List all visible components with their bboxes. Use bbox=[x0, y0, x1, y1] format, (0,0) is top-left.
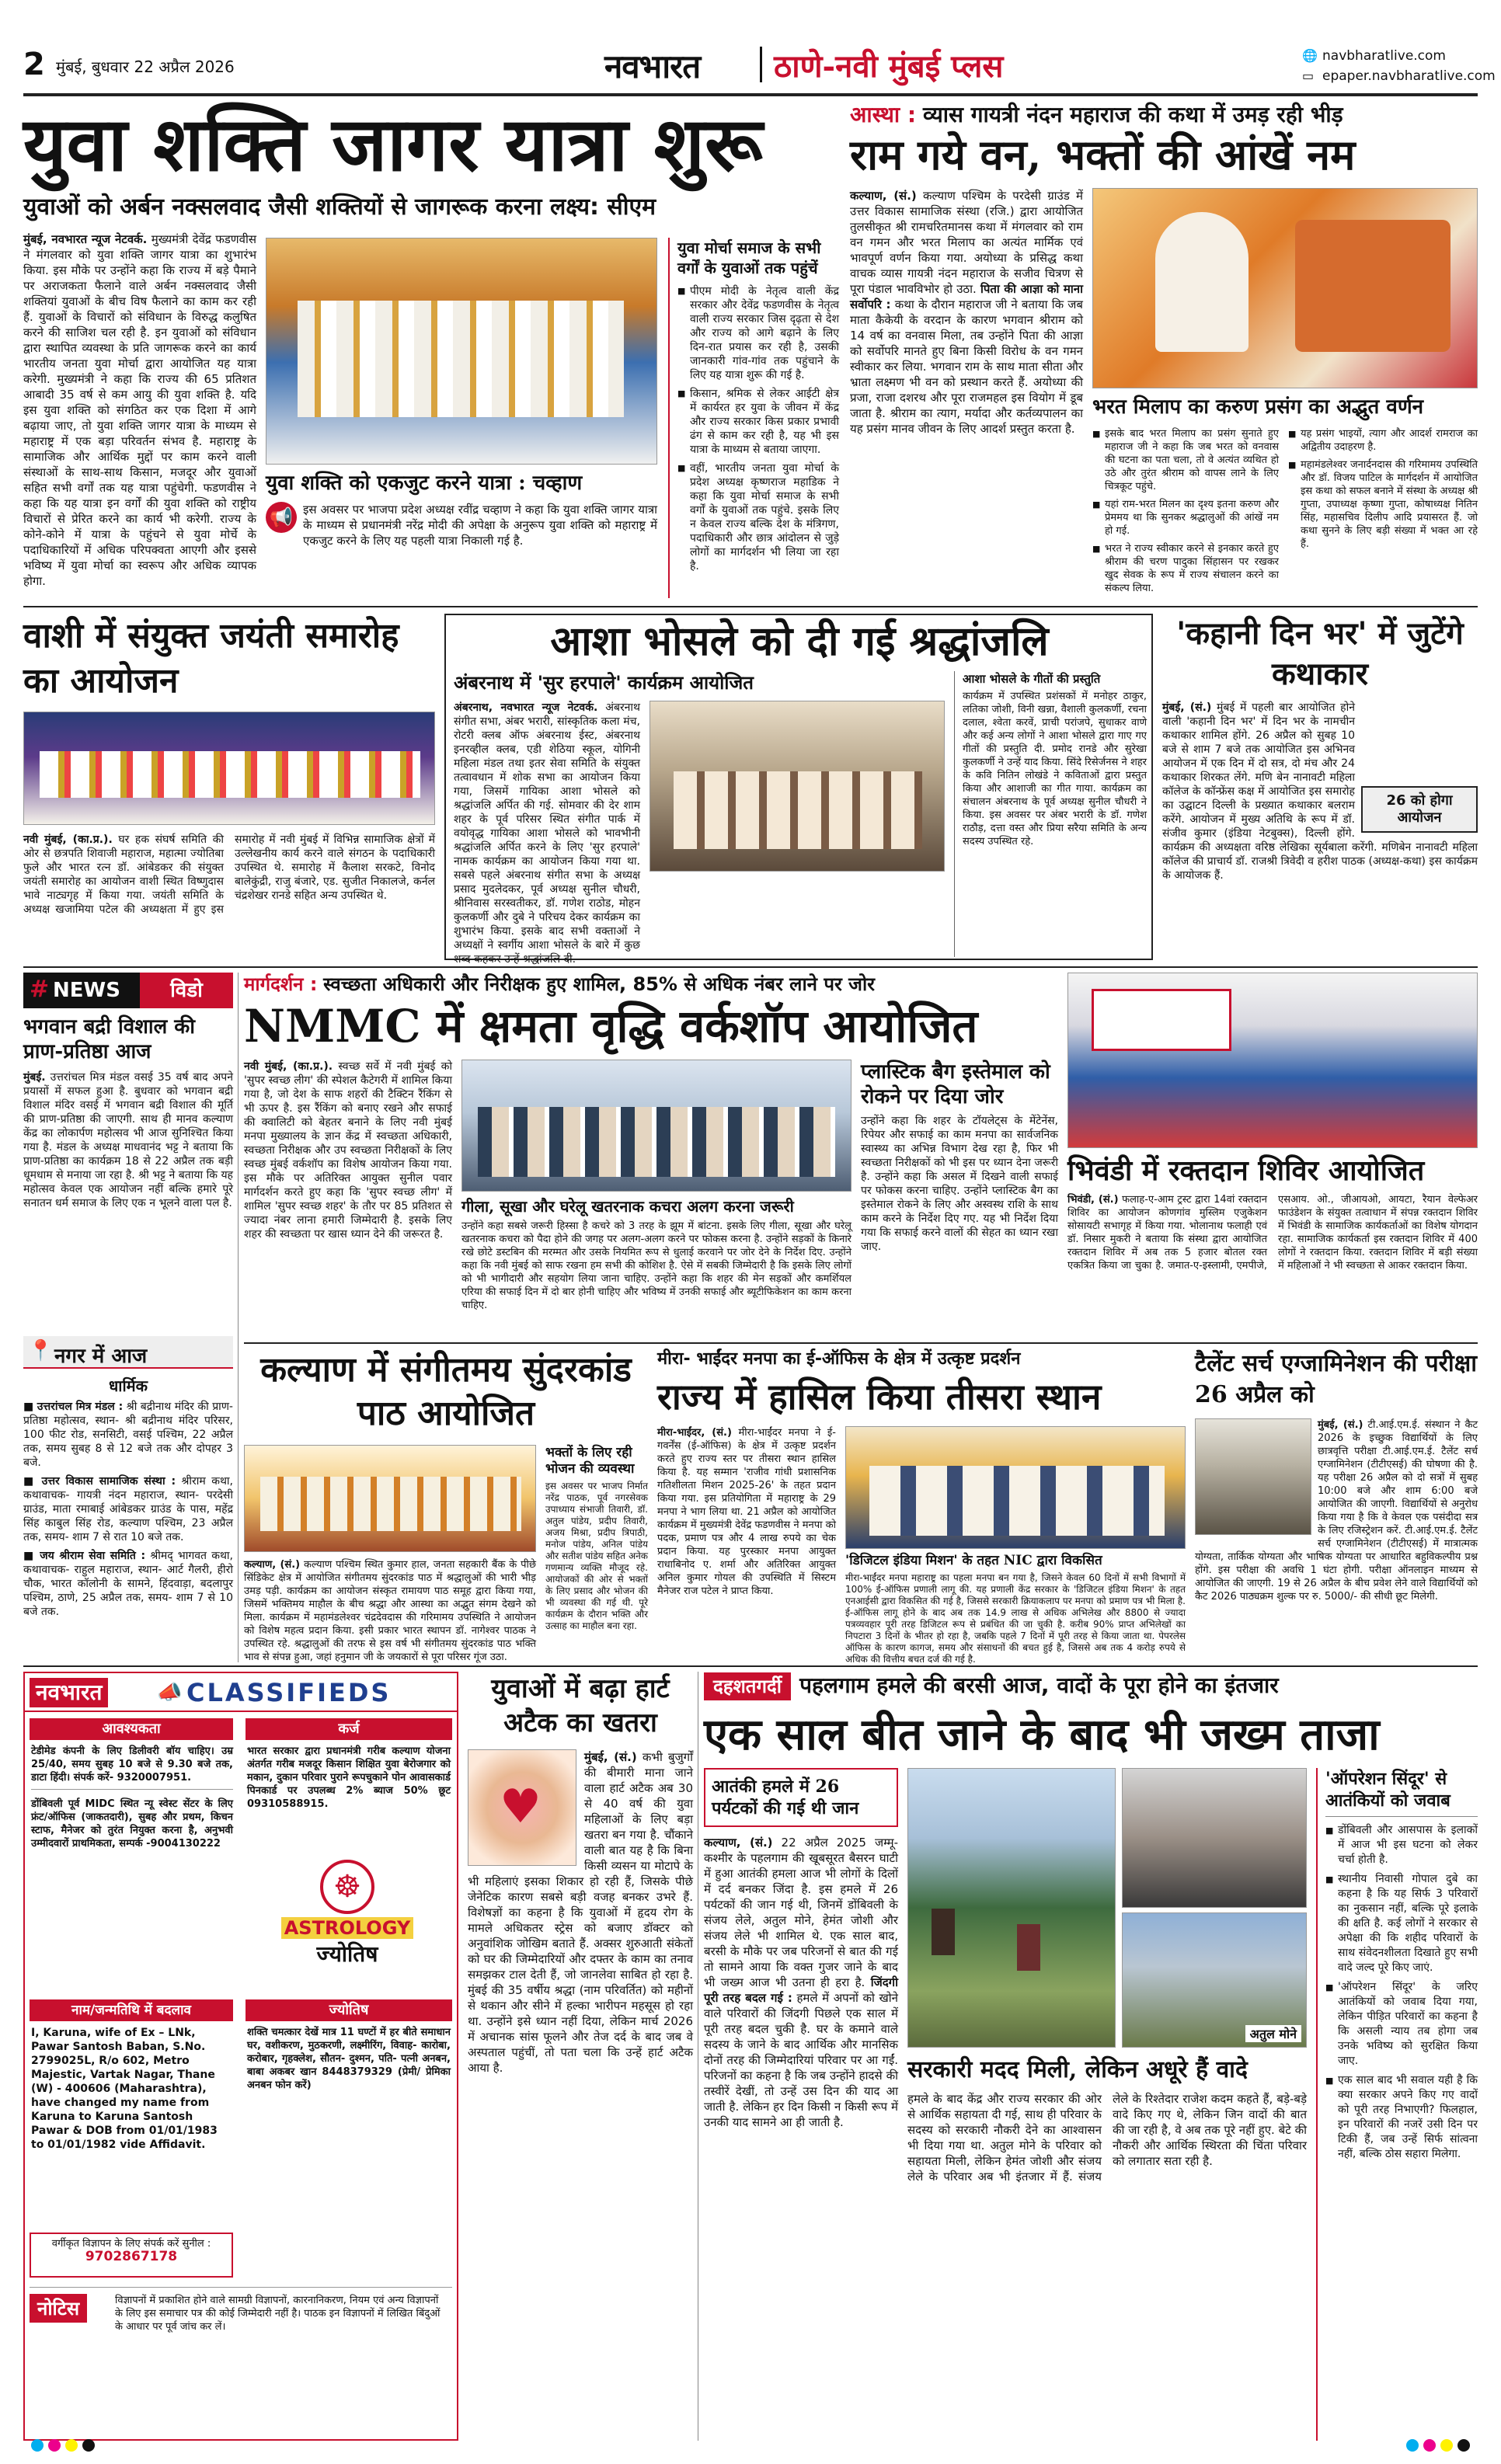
story-mira-bhayandar bbox=[657, 1349, 1186, 1665]
story-ram-katha bbox=[850, 101, 1478, 598]
kicker-label: दहशतगर्दी bbox=[704, 1672, 791, 1700]
event-item: ■ जय श्रीराम सेवा समिति : श्रीमद् भागवत कथा, कथावाचक- राहुल महाराज, स्थान- आर्ट गैलरी, हीरो चौक, भारत कॉलोनी के सामने, हिंदवाड़ा, बदलापुर पश्चिम, ठाणे, 25 अप्रैल तक, समय- शाम 7 से 10 बजे तक. bbox=[23, 1550, 233, 1618]
headline: आशा भोसले को दी गई श्रद्धांजलि bbox=[550, 618, 1049, 665]
row-divider bbox=[23, 966, 1478, 968]
headline: राम गये वन, भक्तों की आंखें नम bbox=[850, 130, 1356, 179]
sundarkand-photo bbox=[244, 1445, 536, 1552]
news-label: NEWS bbox=[53, 979, 120, 1002]
kicker-text: पहलगाम हमले की बरसी आज, वादों के पूरा होने का इंतजार bbox=[799, 1672, 1279, 1698]
headline: 'कहानी दिन भर' में जुटेंगे कथाकार bbox=[1176, 615, 1464, 692]
logo-divider bbox=[760, 47, 762, 82]
story-text: 26 को होगा आयोजन मुंबई, (सं.) मुंबई में पहली बार आयोजित होने वाली 'कहानी दिन भर' में दिन भर के नामचीन कथाकार शामिल होंगे. 26 अप्रैल को सुबह 10 बजे से शाम 7 बजे तक आयोजित इस अभिनव आयोजन में एक दिन में दो सत्र, दो मंच और 24 कथाकार शिरकत लेंगे. मणि बेन नानावटी महिला कॉलेज के कॉन्फ्रेंस कक्ष में आयोजित इस समारोह का उद्घाटन दिल्ली के प्रख्यात कथाकार बलराम करेंगे. आयोजन में मुख्य अतिथि के रूप में डॉ. संजीव कुमार (इंडिया नेटबुक्स), दिल्ली होंगे. कार्यक्रम की अध्यक्षता वरिष्ठ लेखिका सूर्यबाला करेंगी. मणिबेन नानावटी महिला कॉलेज की प्राचार्य डॉ. राजश्री त्रिवेदी व हरीश पाठक (अध्यक्ष-कथा) इस कार्यक्रम के आयोजक हैं. bbox=[1162, 701, 1478, 882]
sidebar-point: ■ स्थानीय निवासी गोपाल दुबे का कहना है कि यह सिर्फ 3 परिवारों का नुकसान नहीं, बल्कि पूरे इलाके की क्षति है. कई लोगों ने सरकार से अपेक्षा की कि शहीद परिवारों के साथ संवेदनशीलता दिखाते हुए सभी वादे जल्द पूरे किए जाएं. bbox=[1325, 1872, 1478, 1975]
megaphone-icon: 📣 bbox=[157, 1681, 183, 1704]
kicker: मीरा- भाईंदर मनपा का ई-ऑफिस के क्षेत्र में उत्कृष्ट प्रदर्शन bbox=[657, 1349, 1021, 1369]
sidebar-box bbox=[1316, 1768, 1478, 2441]
caption-point: ■ भरत ने राज्य स्वीकार करने से इनकार करते हुए श्रीराम की चरण पादुका सिंहासन पर रखकर खुद सेवक के रूप में राज्य संचालन करने का संकल्प लिया. bbox=[1092, 542, 1279, 595]
story-nmmc-workshop bbox=[244, 973, 1058, 1336]
website[interactable]: navbharatlive.com bbox=[1322, 48, 1446, 64]
sidebar-text: कार्यक्रम में उपस्थित प्रशंसकों में मनोहर ठाकुर, लतिका जोशी, विनी खन्ना, वैशाली कुलकर्णी, रचना दलाल, श्वेता करवें, प्राची परांजपे, सुधाकर वाणे और कई अन्य लोगों ने आशा भोसले द्वारा गाए गए गीतों की प्रस्तुति दी. प्रमोद रानडे और सुरेखा कुलकर्णी ने उन्हें याद किया. सिंदे रिसेर्जनस ने शहर के कवि नितिन लोखंडे ने कविताओं द्वारा प्रस्तुत किया और आशाजी का गीत गाया. कार्यक्रम का संचालन अंबरनाथ के पूर्व अध्यक्ष सुनील चौधरी ने किया. इस अवसर पर अंबर भरारी के डॉ. गणेश राठौड़, दत्ता वस्त और प्रिया सरैया समिति के अन्य सदस्य उपस्थित रहे. bbox=[963, 691, 1147, 847]
headline: भगवान बद्री विशाल की प्राण-प्रतिष्ठा आज bbox=[23, 1015, 196, 1063]
caption-title: गीला, सूखा और घरेलू खतरनाक कचरा अलग करना जरूरी bbox=[461, 1197, 794, 1216]
sidebar-point: ■ एक साल बाद भी सवाल यही है कि क्या सरकार अपने किए गए वादों को पूरी तरह निभाएगी? फिलहाल, इन परिवारों की नजरें उसी दिन पर टिकी हैं, जब उन्हें सिर्फ सांत्वना नहीं, बल्कि ठोस सहारा मिलेगा. bbox=[1325, 2073, 1478, 2162]
astrology-badge bbox=[281, 1860, 413, 1992]
ads-requirements bbox=[31, 1745, 233, 1993]
headline: टैलेंट सर्च एग्जामिनेशन की परीक्षा 26 अप्रैल को bbox=[1195, 1350, 1477, 1408]
headline: एक साल बीत जाने के बाद भी जख्म ताजा bbox=[704, 1709, 1380, 1760]
sidebar-point: ■ किसान, श्रमिक से लेकर आईटी क्षेत्र में कार्यरत हर युवा के जीवन में केंद्र और राज्य सरकार किस प्रकार प्रभावी ढंग से काम कर रही है, यह भी इस यात्रा के माध्यम से बताया जाएगा. bbox=[677, 387, 839, 457]
story-sundarkand bbox=[244, 1349, 648, 1663]
ads-loan bbox=[247, 1745, 451, 1846]
story-asha-bhosle bbox=[444, 614, 1153, 966]
sidebar-box bbox=[954, 671, 1147, 957]
caption-point: ■ यहां राम-भरत मिलन का दृश्य इतना करुण और प्रेममय था कि सुनकर श्रद्धालुओं की आंखें नम हो गई. bbox=[1092, 498, 1279, 538]
tribute-photo bbox=[650, 701, 945, 872]
story-column bbox=[704, 1768, 898, 2441]
story-text: कल्याण, (सं.) कल्याण पश्चिम स्थित कुमार हाल, जनता सहकारी बैंक के पीछे सिंडिकेट क्षेत्र में आयोजित संगीतमय सुंदरकांड पाठ में श्रद्धालुओं की भारी भीड़ उमड़ पड़ी. कार्यक्रम का आयोजन संस्कृत रामायण पाठ समूह द्वारा किया गया, जिसमें भक्तिमय माहौल के बीच श्रद्धा और आस्था का अद्भुत संगम देखने को मिला. कार्यक्रम में महामंडलेश्वर चंद्रदेवदास की गरिमामय उपस्थिति ने आयोजन को विशेष महत्व प्रदान किया. इसी प्रकार भारत स्थापन डॉ. नागेश्वर पाठक ने उपस्थित रहे. श्रद्धालुओं की तरफ से इस वर्ष भी संगीतमय सुंदरकांड पाठ भक्ति भाव से संपन्न हुआ, जहां हनुमान जी के जयकारों से पूरा परिसर गूंज उठा. bbox=[244, 1559, 536, 1663]
astrology-head: ज्योतिष bbox=[246, 1999, 452, 2021]
classified-ad: भारत सरकार द्वारा प्रधानमंत्री गरीब कल्याण योजना अंतर्गत गरीब मजदूर किसान शिक्षित युवा बेरोजगार को मकान, दुकान परिवार पुराने रूपचुकाने पोन आवासकार्ड पिनकार्ड पर उपलब्ध 2% ब्याज 50% छूट 09310588915. bbox=[247, 1745, 451, 1810]
headline: कल्याण में संगीतमय सुंदरकांड पाठ आयोजित bbox=[260, 1350, 632, 1433]
kicker: मार्गदर्शन : स्वच्छता अधिकारी और निरीक्षक हुए शामिल, 85% से अधिक नंबर लाने पर जोर bbox=[244, 973, 875, 995]
page-number: 2 bbox=[23, 47, 45, 82]
globe-icon: 🌐 bbox=[1302, 48, 1318, 63]
city-events-column bbox=[23, 1336, 233, 1662]
blood-donation-photo bbox=[1067, 973, 1478, 1148]
caption-text: हमले के बाद केंद्र और राज्य सरकार की ओर से आर्थिक सहायता दी गई, साथ ही परिवार के सदस्य को सरकारी नौकरी देने का आश्वासन भी दिया गया था. अतुल मोने के परिवार को सहायता मिली, लेकिन हेमंत जोशी और संजय लेले के परिवार अब भी इंतजार में हैं. संजय लेले के रिश्तेदार राजेश कदम कहते हैं, बड़े-बड़े वादे किए गए थे, लेकिन जिन वादों की बात की जा रही है, वे अब तक पूरे नहीं हुए. बेटे की नौकरी और आर्थिक स्थिरता की चिंता परिवार को लगातार सता रही है. bbox=[907, 2092, 1307, 2184]
headline: युवाओं में बढ़ा हार्ट अटैक का खतरा bbox=[491, 1673, 670, 1738]
story-text: मुंबई, (सं.) टी.आई.एम.ई. संस्थान ने कैट 2026 के इच्छुक विद्यार्थियों के लिए छात्रवृत्ति परीक्षा टी.आई.एम.ई. टैलेंट सर्च एग्जामिनेशन (टीटीएसई) की घोषणा की है. यह परीक्षा 26 अप्रैल को दो सत्रों में सुबह 10:00 बजे और शाम 6:00 बजे आयोजित की जाएगी. विद्यार्थियों से अनुरोध किया गया है कि वे केवल एक पसंदीदा सत्र के लिए रजिस्ट्रेशन करें. टी.आई.एम.ई. टैलेंट सर्च एग्जामिनेशन (टीटीएसई) में मात्रात्मक योग्यता, तार्किक योग्यता और भाषिक योग्यता पर आधारित बहुविकल्पीय प्रश्न होंगे. इस परीक्षा की अवधि 1 घंटा होगी. परीक्षा ऑनलाइन माध्यम से आयोजित की जाएगी. 19 से 26 अप्रैल के बीच प्रवेश लेने वाले विद्यार्थियों को कैट 2026 पाठ्यक्रम शुल्क पर रु. 5000/- की सीधी छूट मिलेगी. bbox=[1195, 1419, 1478, 1603]
exam-hall-photo bbox=[1195, 1418, 1311, 1535]
sidebar-text: इस अवसर पर भाजप निर्मात नरेंद्र पाठक, पूर्व नगरसेवक उपाध्याय संभाजी तिवारी, डॉ. अतुल पांडेय, प्रदीप तिवारी, अजय मिश्रा, प्रदीप त्रिपाठी, मनोज पांडेय, अनिल पांडेय और सतीश पांडेय सहित अनेक गणमान्य व्यक्ति मौजूद रहे. आयोजकों की ओर से भक्तों के लिए प्रसाद और भोजन की भी व्यवस्था की गई थी. पूरे कार्यक्रम के दौरान भक्ति और उत्साह का माहौल बना रहा. bbox=[545, 1481, 648, 1631]
rally-photo bbox=[266, 238, 657, 465]
classifieds-header bbox=[25, 1673, 457, 1712]
story-vashi-jayanti bbox=[23, 614, 435, 940]
caption-title: सरकारी मदद मिली, लेकिन अधूरे हैं वादे bbox=[907, 2056, 1248, 2083]
caption-points-right bbox=[1288, 427, 1478, 598]
headline: NMMC में क्षमता वृद्धि वर्कशॉप आयोजित bbox=[244, 1000, 978, 1053]
caption-point: ■ इसके बाद भरत मिलाप का प्रसंग सुनाते हुए महाराज जी ने कहा कि जब भरत को वनवास की घटना का पता चला, तो वे अत्यंत व्यथित हो उठे और तुरंत श्रीराम को वापस लाने के लिए चित्रकूट पहुंचे. bbox=[1092, 427, 1279, 493]
location-pin-icon: 📍 bbox=[28, 1339, 54, 1363]
story-text: उन्होंने कहा कि शहर के टॉयलेट्स के मेंटेनेंस, रिपेयर और सफाई का काम मनपा का सार्वजनिक स्वास्थ्य का अभिन्न विभाग देख रहा है, फिर भी स्वच्छता निरीक्षकों को भी इस पर ध्यान देना जरूरी है. उन्होंने कहा कि असल में दिखने वाली सफाई पर फोकस करना चाहिए. उन्होंने प्लास्टिक बैग का इस्तेमाल रोकने के लिए और अस्वस्थ राशि के साथ काम करने के निर्देश दिए गए. यह भी निर्देश दिया गया कि सफाई करने वालों की सेहत का ध्यान रखा जाए. bbox=[861, 1115, 1058, 1253]
story-bhiwandi-blood bbox=[1067, 973, 1478, 1336]
heart-icon: ♥ bbox=[500, 1780, 542, 1834]
story-text: भिवंडी, (सं.) फलाह-ए-आम ट्रस्ट द्वारा 14वां रक्तदान शिविर का आयोजन कोणगांव मुस्लिम एजुकेशन सोसायटी सभागृह में किया गया. भोलानाथ फलाही एवं डॉ. निसार मुकरी ने बताया कि संस्था द्वारा आयोजित रक्तदान शिविर में अब तक 5 हजार बोतल रक्त एकत्रित किया जा चुका है. जमात-ए-इस्लामी, एमपीजे, एसआय. ओ., जीआयओ, आयटा, रैयान वेल्फेअर फाउंडेशन के संयुक्त तत्वाधान में संपन्न रक्तदान शिविर में भिवंडी के सामाजिक कार्यकर्ताओं का विशेष योगदान रहा. सामाजिक कार्यकर्ता इस रक्तदान शिविर में 400 लोगों ने रक्तदान किया. रक्तदान शिविर में बड़ी संख्या में महिलाओं ने भी स्वच्छता से आकर रक्तदान किया. bbox=[1067, 1194, 1478, 1272]
megaphone-icon: 📢 bbox=[266, 502, 297, 533]
row-divider bbox=[244, 1342, 1478, 1344]
col-head-loan: कर्ज bbox=[246, 1718, 452, 1740]
date-line: मुंबई, बुधवार 22 अप्रैल 2026 bbox=[56, 57, 235, 76]
story-text: कल्याण, (सं.) कल्याण पश्चिम के परदेसी ग्राउंड में उत्तर विकास सामाजिक संस्था (रजि.) द्वारा आयोजित तुलसीकृत श्री रामचरितमानस कथा में मंगलवार को राम वन गमन और भरत मिलाप का अत्यंत मार्मिक एवं भावपूर्ण वर्णन किया गया. अयोध्या के प्रसिद्ध कथा वाचक व्यास गायत्री नंदन महाराज के सजीव चित्रण से पूरा पंडाल भावविभोर हो उठा. पिता की आज्ञा को माना सर्वोपरि : कथा के दौरान महाराज जी ने बताया कि जब माता कैकेयी के वरदान के कारण भगवान श्रीराम को 14 वर्ष का वनवास मिला, तब उन्होंने पिता की आज्ञा को सर्वोपरि मानते हुए बिना किसी विरोध के वन गमन स्वीकार कर लिया. भगवान राम के साथ माता सीता और भ्राता लक्ष्मण भी वन को प्रस्थान करते हैं. अयोध्या की प्रजा, राजा दशरथ और पूरा राजमहल इस वियोग में डूब जाता है. श्रीराम का त्याग, मर्यादा और कर्तव्यपालन का यह प्रसंग मानव जीवन के लिए आदर्श प्रस्तुत करता है. bbox=[850, 189, 1083, 436]
contact-label: वर्गीकृत विज्ञापन के लिए संपर्क करें सुनील : bbox=[51, 2238, 211, 2250]
astrology-symbol-icon: ☸ bbox=[320, 1860, 374, 1914]
classifieds-section bbox=[23, 1672, 458, 2441]
sidebar-point: ■ डोंबिवली और आसपास के इलाकों में आज भी इस घटना को लेकर चर्चा होती है. bbox=[1325, 1823, 1478, 1867]
story-text: मीरा-भाईंदर, (सं.) मीरा-भाईंदर मनपा ने ई-गवर्नेंस (ई-ऑफिस) के क्षेत्र में उत्कृष्ट प्रदर्शन करते हुए राज्य स्तर पर तीसरा स्थान हासिल किया है. यह सम्मान 'राजीव गांधी प्रशासनिक गतिशीलता मिशन 2025-26' के तहत प्रदान किया गया. इस प्रतियोगिता में महाराष्ट्र के 29 मनपा ने भाग लिया था. 21 अप्रैल को आयोजित कार्यक्रम में मुख्यमंत्री देवेंद्र फडणवीस ने मनपा को पदक, प्रमाण पत्र और 4 लाख रुपये का चेक प्रदान किया. यह पुरस्कार मनपा आयुक्त राधाबिनोद ए. शर्मा और अतिरिक्त आयुक्त अनिल कुमार गोयल की उपस्थिति में सिस्टम मैनेजर राज पटेल ने प्राप्त किया. bbox=[657, 1427, 837, 1597]
astrology-subtitle: ज्योतिष bbox=[316, 1941, 378, 1967]
story-pahalgam bbox=[704, 1672, 1478, 2441]
sidebar-box bbox=[668, 238, 839, 598]
story-heart-attack bbox=[468, 1672, 693, 2441]
name-change-head: नाम/जन्मतिथि में बदलाव bbox=[30, 1999, 233, 2021]
caption-title: भरत मिलाप का करुण प्रसंग का अद्भुत वर्णन bbox=[1092, 395, 1424, 419]
masthead bbox=[23, 40, 1496, 92]
notice-box bbox=[30, 2287, 452, 2434]
column-divider bbox=[238, 973, 239, 1662]
photo-name-label: अतुल मोने bbox=[1245, 2025, 1301, 2042]
hash-icon: # bbox=[30, 976, 50, 1003]
news-video-banner bbox=[23, 973, 233, 1008]
story-text: नवी मुंबई, (का.प्र.). स्वच्छ सर्वे में नवी मुंबई को 'सुपर स्वच्छ लीग' की स्पेशल कैटेगरी में शामिल किया गया है, जो देश के साफ शहरों की टैक्टिन रैंकिंग से भी ऊपर है. इस रैंकिंग को बनाए रखने और सफाई की क्वालिटी को बेहतर बनाने के लिए नवी मुंबई मनपा मुख्यालय के ज्ञान केंद्र में स्वच्छता अधिकारी, स्वच्छता निरीक्षक और उप स्वच्छता निरीक्षकों के लिए स्वच्छ मुंबई वर्कशॉप का विशेष आयोजन किया गया. इस मौके पर अतिरिक्त आयुक्त सुनील पवार मार्गदर्शन करते हुए कहा कि 'सुपर स्वच्छ लीग' में शामिल 'सुपर स्वच्छ शहर' के तौर पर 85 प्रतिशत से ज्यादा नंबर लाना हमारी जिम्मेदारी है. इसके लिए शहर की स्वच्छता पर खास ध्यान देने की जरूरत है. bbox=[244, 1060, 452, 1241]
sidebar-points bbox=[1325, 1823, 1478, 2162]
news-video-column bbox=[23, 973, 233, 1330]
caption-point: ■ यह प्रसंग भाइयों, त्याग और आदर्श रामराज का अद्वितीय उदाहरण है. bbox=[1288, 427, 1478, 454]
notice-text: विज्ञापनों में प्रकाशित होने वाले सामग्री विज्ञापनों, कारनानिकरण, नियम एवं अन्य विज्ञापनों के लिए इस समाचार पत्र की कोई जिम्मेदारी नहीं है। पाठक इन विज्ञापनों में लिखित बिंदुओं के आधार पर पूर्व जांच कर लें। bbox=[115, 2295, 441, 2333]
video-label: विडो bbox=[140, 973, 233, 1008]
award-photo bbox=[845, 1426, 1186, 1549]
name-change-ad: I, Karuna, wife of Ex – LNk, Pawar Santosh Baban, S.No. 2799025L, R/o 602, Metro Majestic, Vartak Nagar, Thane (W) - 400606 (Maharashtra), have changed my name from Karuna to Karuna Santosh Pawar & DOB from 01/01/1983 to 01/01/1982 vide Affidavit. bbox=[31, 2027, 218, 2151]
story-text: कल्याण, (सं.) 22 अप्रैल 2025 जम्मू-कश्मीर के पहलगाम की खूबसूरत बैसरन घाटी में हुआ आतंकी हमला आज भी लोगों के दिलों में दर्द बनकर जिंदा है. इस हमले में 26 पर्यटकों की जान गई थी, जिनमें डोंबिवली के संजय लेले, अतुल मोने, हेमंत जोशी और संजय लेले भी शामिल थे. एक साल बाद, बरसी के मौके पर जब परिजनों से बात की गई तो सामने आया कि वक्त गुजर जाने के बाद भी जख्म आज भी उतना ही हरा है. जिंदगी पूरी तरह बदल गई : हमले में अपनों को खोने वाले परिवारों की जिंदगी पिछले एक साल में पूरी तरह बदल चुकी है. घर के कमाने वाले सदस्य के जाने के बाद आर्थिक और मानसिक दोनों तरह की जिम्मेदारियां परिवार पर आ गईं. परिजनों का कहना है कि जब उन्होंने हादसे की तस्वीरें देखीं, तो उन्हें उस दिन की याद आ जाती है. लेकिन हर दिन किसी न किसी रूप में उनकी याद सामने आ ही जाती है. bbox=[704, 1836, 898, 2129]
subheadline: अंबरनाथ में 'सुर हरपाले' कार्यक्रम आयोजित bbox=[454, 672, 754, 694]
story-talent-search bbox=[1195, 1349, 1478, 1659]
sidebar-title: युवा मोर्चा समाज के सभी वर्गों के युवाओं तक पहुंचें bbox=[677, 238, 821, 277]
event-item: ■ उत्तरांचल मित्र मंडल : श्री बद्रीनाथ मंदिर की प्राण-प्रतिष्ठा महोत्सव, स्थान- श्री बद्रीनाथ मंदिर परिसर, 100 फीट रोड, सनसिटी, वसई पश्चिम, 22 अप्रैल तक, समय सुबह 8 से 12 बजे तक और दोपहर 3 बजे. bbox=[23, 1401, 233, 1469]
sub-headline: प्लास्टिक बैग इस्तेमाल को रोकने पर दिया जोर bbox=[861, 1060, 1050, 1108]
row-divider bbox=[23, 1665, 1478, 1667]
sidebar-point: ■ वहीं, भारतीय जनता युवा मोर्चा के प्रदेश अध्यक्ष कृष्णराज महाडिक ने कहा कि युवा मोर्चा समाज के सभी वर्गों के युवाओं तक पहुंचे. इसके लिए न केवल राज्य बल्कि देश के मंत्रिगण, पदाधिकारी और छात्र आंदोलन से जुड़े लोगों का मार्गदर्शन भी लिया जा रहा है. bbox=[677, 461, 839, 573]
row-divider bbox=[23, 606, 1478, 607]
caption-points-left bbox=[1092, 427, 1279, 598]
event-photo bbox=[23, 712, 435, 825]
sidebar-title: भक्तों के लिए रही भोजन की व्यवस्था bbox=[545, 1445, 635, 1477]
header-rule bbox=[23, 93, 1478, 96]
katha-photo bbox=[1092, 188, 1478, 388]
caption-title: 'डिजिटल इंडिया मिशन' के तहत NIC द्वारा विकसित bbox=[845, 1553, 1102, 1568]
kicker: आस्था : व्यास गायत्री नंदन महाराज की कथा में उमड़ रही भीड़ bbox=[850, 102, 1343, 127]
events-list bbox=[23, 1400, 233, 1662]
classified-ad: टेडीमेड कंपनी के लिए डिलीवरी बॉय चाहिए। उम्र 25/40, समय सुबह 10 बजे से 9.30 बजे तक, डाटा हिंदी। संपर्क करें- 9320007951. bbox=[31, 1745, 233, 1790]
caption-text: मीरा-भाईंदर मनपा महाराष्ट्र का पहला मनपा बन गया है, जिसने केवल 60 दिनों में सभी विभागों में 100% ई-ऑफिस प्रणाली लागू की. यह प्रणाली केंद्र सरकार के 'डिजिटल इंडिया मिशन' के तहत एनआईसी द्वारा विकसित की गई है, जिससे सरकारी क्रियाकलाप पर मनपा को प्रमाण पत्र भी मिला है. ई-ऑफिस लागू होने के बाद अब तक 14.9 लाख से अधिक अभिलेख और 8800 से ज्यादा पत्रव्यवहार पूरी तरह डिजिटल रूप से प्रबंधित की जा चुकी है. करीब 90% प्राप्त अभिलेखों का निपटारा 3 दिनों के भीतर हो रहा है, जबकि पहले 7 दिनों में पूरी तरह से किया जाता था. पेपरलेस ऑफिस के कारण कागज, समय और संसाधनों की बचत हुई है, जिससे अब तक 4 करोड़ रुपये से अधिक की वित्तीय बचत दर्ज की गई है. bbox=[845, 1572, 1186, 1665]
kicker bbox=[704, 1672, 1478, 1703]
valley-photo bbox=[907, 1768, 1116, 2048]
plastic-story bbox=[861, 1060, 1058, 1336]
caption-text: इस अवसर पर भाजपा प्रदेश अध्यक्ष रवींद्र चव्हाण ने कहा कि युवा शक्ति जागर यात्रा के माध्यम से प्रधानमंत्री नरेंद्र मोदी की अपेक्षा के अनुरूप युवा शक्ति को महाराष्ट्र में एकजुट करने के लिए यह पहली यात्रा निकाली गई है. bbox=[303, 503, 657, 548]
story-kahani-din-bhar bbox=[1162, 614, 1478, 955]
city-events-banner bbox=[23, 1336, 233, 1369]
story-text: मुंबई, (सं.) कभी बुजुर्गों की बीमारी माना जाने वाला हार्ट अटैक अब 30 से 40 वर्ष की युवा महिलाओं के लिए बड़ा खतरा बन गया है. चौंकाने वाली बात यह है कि बिना किसी व्यसन या मोटापे के भी महिलाएं इसका शिकार हो रही हैं, जिसके पीछे जेनेटिक कारण सबसे बड़ी वजह बनकर उभरे हैं. विशेषज्ञों का कहना है कि युवाओं में हृदय रोग के मामले अधिकतर स्ट्रेस को बजाए डॉक्टर को अनुवांशिक जोखिम बताते हैं. अक्सर शुरुआती संकेतों को घर की जिम्मेदारियों और दफ्तर के काम का तनाव समझकर टाल देती हैं, जो जानलेवा साबित हो रहा है. मुंबई की 35 वर्षीय श्रद्धा (नाम परिवर्तित) को महीनों से थकान और सीने में हल्का भारीपन महसूस हो रहा था. उन्होंने इसे ध्यान नहीं दिया, लेकिन मार्च 2026 में अचानक सांस फूलने और तेज दर्द के बाद जब वे अस्पताल पहुंचीं, तो पता चला कि उन्हें हार्ट अटैक आया है. bbox=[468, 1750, 693, 2075]
city-events-title: नगर में आज bbox=[54, 1345, 148, 1368]
sidebar-point: ■ 'ऑपरेशन सिंदूर' के जरिए आतंकियों को जवाब दिया गया, लेकिन पीड़ित परिवारों का कहना है कि असली न्याय तब होगा जब उनके भविष्य को सुरक्षित किया जाए. bbox=[1325, 1980, 1478, 2069]
callout-box: 26 को होगा आयोजन bbox=[1361, 786, 1478, 833]
astrology-ad: शक्ति चमत्कार देखें मात्र 11 घण्टों में हर बीते समाधान घर, वशीकरण, मुठकरणी, लक्ष्मीरिंग, विवाह- कारोबा, करोबार, गृहक्लेश, सौतन- दुश्मन, पति- पत्नी अनबन, बाबा अकबर खान 8448379329 (प्रेमी/ प्रेमिका अनबन फोन करें) bbox=[247, 2027, 451, 2091]
contact-phone[interactable]: 9702867178 bbox=[85, 2249, 178, 2264]
workshop-photo bbox=[461, 1060, 851, 1192]
sidebar-points bbox=[677, 284, 839, 573]
victims-photo-2 bbox=[1122, 1912, 1307, 2048]
edition-name: ठाणे-नवी मुंबई प्लस bbox=[774, 48, 1004, 85]
caption-point: ■ महामंडलेश्वर जनार्दनदास की गरिमामय उपस्थिति और डॉ. विजय पाटिल के मार्गदर्शन में आयोजित इस कथा को सफल बनाने में संस्था के अध्यक्ष श्री गुप्ता, उपाध्यक्ष कृष्णा गुप्ता, कोषाध्यक्ष नितिन सिंह, महासचिव दिलीप आदि प्रयासरत हैं. जो कथा सुनने के लिए बड़ी संख्या में भक्त आ रहे हैं. bbox=[1288, 458, 1478, 551]
story-text-left: अंबरनाथ, नवभारत न्यूज नेटवर्क. अंबरनाथ संगीत सभा, अंबर भरारी, सांस्कृतिक कला मंच, रोटरी क्लब ऑफ अंबरनाथ ईस्ट, अंबरनाथ इनरव्हील क्लब, एडी शेठिया स्कूल, योगिनी महिला मंडल तथा इतर सेवा समिति के संयुक्त तत्वावधान में शोक सभा का आयोजन किया गया, जिसमें गायिका आशा भोसले को श्रद्धांजलि अर्पित की गई. सोमवार की देर शाम शहर के पूर्व परिसर स्थित संगीत पार्क में वयोवृद्ध गायिका आशा भोसले को भावभीनी श्रद्धांजलि अर्पित करने के लिए 'सुर हरपाले' नामक कार्यक्रम का आयोजन किया गया था. सबसे पहले अंबरनाथ संगीत सभा के अध्यक्ष प्रसाद मुदलेदकर, पूर्व अध्यक्ष सुनील चौधरी, श्रीनिवास सरस्वतीकर, डॉ. गणेश राठोड, मोहन कुलकर्णी और दुबे ने परिचय देकर कार्यक्रम का शुभारंभ किया. इसके बाद सभी वक्ताओं ने अध्यक्षों ने स्वर्गीय आशा भोसले के बारे में कुछ शब्द कहकर उन्हें श्रद्धांजलि दी. bbox=[454, 701, 641, 966]
col-head-requirements: आवश्यकता bbox=[30, 1718, 233, 1740]
story-text: नवी मुंबई, (का.प्र.). घर हक संघर्ष समिति की ओर से छत्रपति शिवाजी महाराज, महात्मा ज्योतिबा फुले और भारत रत्न डॉ. आंबेडकर की संयुक्त जयंती समारोह का आयोजन वाशी स्थित विष्णुदास भावे नाट्यगृह में किया गया. जयंती समिति के अध्यक्ष खजामिया पटेल की अध्यक्षता में हुए इस समारोह में नवी मुंबई में विभिन्न सामाजिक क्षेत्रों में उल्लेखनीय कार्य करने वाले संगठन के पदाधिकारी उपस्थित थे. समारोह में कैलाश सरकटे, विनोद बालेकुंद्री, राजु बंजारे, एड. सुजीत निकालजे, कर्नल चंद्रशेखर रानडे सहित अन्य उपस्थित थे. bbox=[23, 834, 435, 916]
sidebar-title: 'ऑपरेशन सिंदूर' से आतंकियों को जवाब bbox=[1325, 1768, 1478, 1817]
headline: राज्य में हासिल किया तीसरा स्थान bbox=[657, 1376, 1102, 1418]
epaper-link[interactable]: epaper.navbharatlive.com bbox=[1322, 68, 1496, 84]
headline: युवा शक्ति जागर यात्रा शुरू bbox=[23, 100, 763, 188]
monitor-icon: ▭ bbox=[1302, 68, 1315, 83]
sidebar-point: ■ पीएम मोदी के नेतृत्व वाली केंद्र सरकार और देवेंद्र फडणवीस के नेतृत्व वाली राज्य सरकार जिस दृढ़ता से देश और राज्य को आगे बढ़ाने के लिए दिन-रात प्रयास कर रही है, उसकी जानकारी गांव-गांव तक पहुंचाने के लिए यह यात्रा शुरू की गई है. bbox=[677, 284, 839, 382]
box-title: आतंकी हमले में 26 पर्यटकों की गई थी जान bbox=[704, 1768, 898, 1827]
contact-box bbox=[30, 2233, 233, 2278]
sidebar-box bbox=[545, 1445, 648, 1659]
sidebar-title: आशा भोसले के गीतों की प्रस्तुति bbox=[963, 672, 1101, 686]
headline: भिवंडी में रक्तदान शिविर आयोजित bbox=[1067, 1154, 1425, 1187]
story-yuva-shakti bbox=[23, 101, 839, 598]
story-text: मुंबई. उत्तरांचल मित्र मंडल वसई 35 वर्ष बाद अपने प्रयासों में सफल हुआ है. बुधवार को भगवान बद्री विशाल मंदिर वसई में भगवान बद्री विशाल की मूर्ति की प्राण-प्रतिष्ठा की जाएगी. साथ ही मानव कल्याण केंद्र का लोकार्पण महोत्सव भी आज सुनिश्चित किया गया है. मंडल के अध्यक्ष माधवानंद भट्ट ने बताया कि प्राण-प्रतिष्ठा का कार्यक्रम 18 से 22 अप्रैल तक बड़ी धूमधाम से मनाया जा रहा है. श्री भट्ट ने बताया कि यह महोत्सव केवल एक आयोजन नहीं बल्कि हमारे पूरे सनातन धर्म समाज के लिए एक न भूलने वाला पल है. bbox=[23, 1071, 233, 1209]
headline: वाशी में संयुक्त जयंती समारोह का आयोजन bbox=[23, 616, 399, 701]
event-item: ■ उत्तर विकास सामाजिक संस्था : श्रीराम कथा, कथावाचक- गायत्री नंदन महाराज, स्थान- परदेसी ग्राउंड, माता रमाबाई आंबेडकर ग्राउंड के पास, महेंद्र सिंह काबुल सिंह रोड, कल्याण पश्चिम, 23 अप्रैल तक, समय- शाम 7 से रात 10 बजे तक. bbox=[23, 1475, 233, 1543]
events-category: धार्मिक bbox=[109, 1376, 148, 1395]
notice-label: नोटिस bbox=[30, 2294, 87, 2323]
newspaper-logo: नवभारत bbox=[604, 47, 701, 85]
subheadline: युवाओं को अर्बन नक्सलवाद जैसी शक्तियों से जागरूक करना लक्ष्य: सीएम bbox=[23, 193, 656, 221]
classified-ad: डोंबिवली पूर्व MIDC स्थित न्यू स्वेस्ट सेंटर के लिए फ्रंट/ऑफिस (जाकतदारी), सुबह और प्रथम, किचन स्टाफ, मैनेजर को तुरंत नियुक्त करना है, अनुभवी उम्मीदवारों प्राथमिकता, सम्पर्क -9004130222 bbox=[31, 1798, 233, 1850]
story-text: मुंबई, नवभारत न्यूज नेटवर्क. मुख्यमंत्री देवेंद्र फडणवीस ने मंगलवार को युवा शक्ति जागर यात्रा का शुभारंभ किया. इस मौके पर उन्होंने कहा कि राज्य में बड़े पैमाने पर अराजकता फैलाने वाले अर्बन नक्सलवाद जैसी शक्तियां युवाओं के बीच विष फैलाने का काम कर रही हैं. युवाओं के विचारों को संविधान के विरुद्ध कलुषित करने की साजिश चल रही है. इन युवाओं को संविधान द्वारा स्थापित व्यवस्था के प्रति जागरूक करने का कार्य भारतीय जनता युवा मोर्चा द्वारा आयोजित यह यात्रा करेगी. मुख्यमंत्री ने कहा कि राज्य की 65 प्रतिशत आबादी 35 वर्ष से कम आयु की युवा शक्ति है. यदि इस युवा शक्ति को संगठित कर एक दिशा में आगे बढ़ाया जाए, तो युवा शक्ति जागर यात्रा के माध्यम से महाराष्ट्र में एक बड़ा परिवर्तन संभव है. महाराष्ट्र के सामाजिक और आर्थिक मुद्दों पर काम करने वाली संस्थाओं के साथ-साथ किसान, मजदूर और युवाओं सहित सभी वर्गों तक यह यात्रा पहुंचेगी. फडणवीस ने कहा कि यह यात्रा इन वर्गों की युवा शक्ति को राष्ट्रीय विचारों से प्रेरित करने का कार्य भी करेगी. राज्य के कोने-कोने में यात्रा के पहुंचने से युवा मोर्चे के पदाधिकारियों में अधिक परिपक्वता आएगी और इससे भविष्य में युवा मोर्चा का स्वरूप और अधिक व्यापक होगा. bbox=[23, 232, 256, 588]
classifieds-logo: नवभारत bbox=[30, 1678, 108, 1707]
color-registration-marks bbox=[31, 2439, 1470, 2455]
astrology-title: ASTROLOGY bbox=[281, 1917, 413, 1939]
classifieds-title: CLASSIFIEDS bbox=[186, 1678, 392, 1707]
photo-caption: युवा शक्ति को एकजुट करने यात्रा : चव्हाण bbox=[266, 472, 583, 495]
victims-photo-1 bbox=[1122, 1768, 1307, 1908]
caption-text: उन्होंने कहा सबसे जरूरी हिस्सा है कचरे को 3 तरह के झूम में बांटना. इसके लिए गीला, सूखा और घरेलू खतरनाक कचरा को पैदा होने की जगह पर अलग-अलग करने पर फोकस करना है. उन्होंने सड़कों के किनारे रखे छोटे डस्टबिन की मरम्मत और उसके नियमित रूप से धुलाई करवाने पर जोर देने के निर्देश दिए. उन्होंने कहा कि नवी मुंबई को साफ रखना हम सभी की कोशिश है. ऐसे में सबकी जिम्मेदारी है कि इसके लिए लोगों को भी भागीदारी और सहयोग लिया जाना चाहिए. उन्होंने कहा कि शहर की मेन सड़कों और कमर्शियल एरिया की सफाई दिन में दो बार होनी चाहिए और भविष्य में उनकी सफाई और ब्यूटीफिकेशन का काम करना चाहिए. bbox=[461, 1220, 851, 1311]
